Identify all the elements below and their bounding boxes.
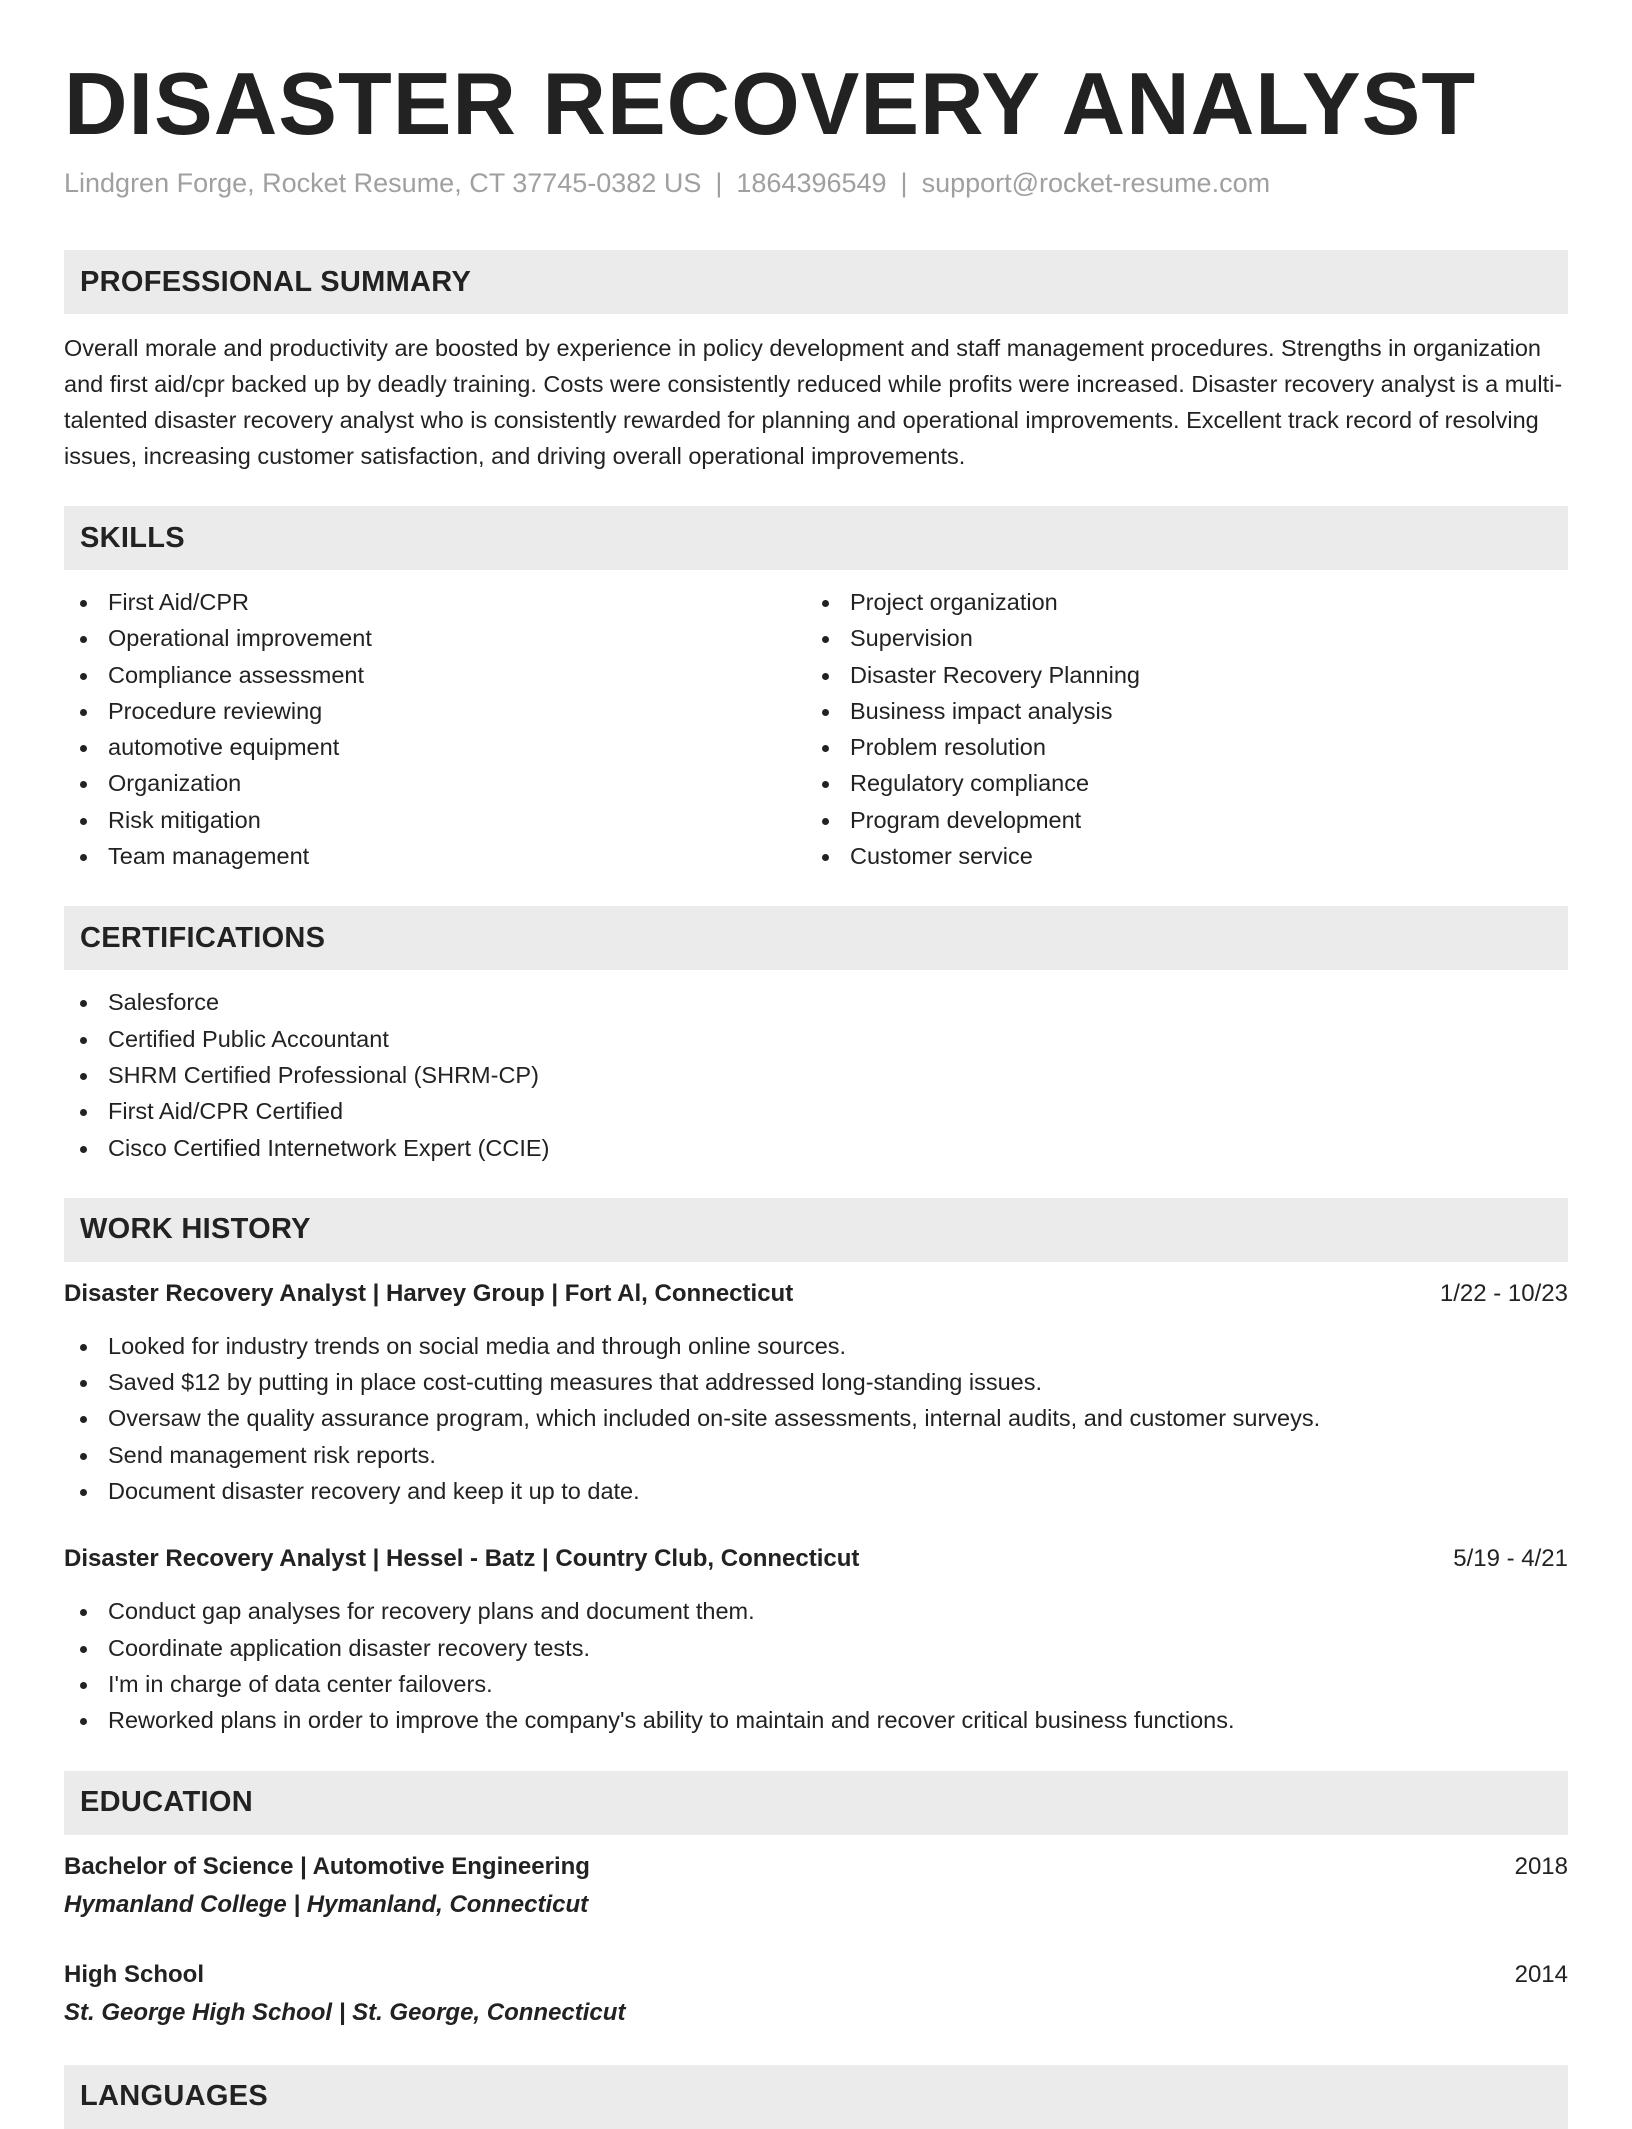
contact-phone: 1864396549 (736, 168, 887, 198)
skill-item: First Aid/CPR (64, 584, 806, 620)
job-bullet: I'm in charge of data center failovers. (64, 1666, 1568, 1702)
job-header (64, 1276, 1568, 1312)
section-heading-certifications: CERTIFICATIONS (64, 906, 1568, 970)
skill-item: Operational improvement (64, 620, 806, 656)
skill-item: automotive equipment (64, 729, 806, 765)
education-degree: Bachelor of Science | Automotive Engineering (64, 1852, 590, 1880)
resume-page (64, 0, 1568, 2129)
section-heading-skills: SKILLS (64, 506, 1568, 570)
skill-item: Business impact analysis (806, 693, 1548, 729)
certification-item: First Aid/CPR Certified (64, 1093, 1568, 1129)
job-bullets (64, 1328, 1568, 1509)
education-header (64, 1849, 1568, 1885)
skills-grid (64, 584, 1568, 874)
job-bullet: Conduct gap analyses for recovery plans and document them. (64, 1593, 1568, 1629)
summary-text: Overall morale and productivity are boosted by experience in policy development and staff management procedures. Strengths in organization and first aid/cpr backed up by deadly training. Costs were consistently reduced while profits were increased. Disaster recovery analyst is a multi-talented disaster recovery analyst who is consistently rewarded for planning and operational improvements. Excellent track record of resolving issues, increasing customer satisfaction, and driving overall operational improvements. (64, 335, 1563, 469)
section-heading-education: EDUCATION (64, 1771, 1568, 1835)
skill-item: Supervision (806, 620, 1548, 656)
skill-item: Disaster Recovery Planning (806, 657, 1548, 693)
job-bullet: Send management risk reports. (64, 1437, 1568, 1473)
education-header (64, 1957, 1568, 1993)
section-heading-summary: PROFESSIONAL SUMMARY (64, 250, 1568, 314)
certification-item: Certified Public Accountant (64, 1021, 1568, 1057)
skill-item: Compliance assessment (64, 657, 806, 693)
candidate-name: DISASTER RECOVERY ANALYST (64, 54, 1477, 153)
job-bullet: Saved $12 by putting in place cost-cutting measures that addressed long-standing issues. (64, 1364, 1568, 1400)
certification-item: Cisco Certified Internetwork Expert (CCIE) (64, 1130, 1568, 1166)
job-bullet: Reworked plans in order to improve the company's ability to maintain and recover critical business functions. (64, 1702, 1568, 1738)
education-degree: High School (64, 1960, 204, 1988)
contact-line (64, 166, 1568, 200)
job-title: Disaster Recovery Analyst | Hessel - Batz | Country Club, Connecticut (64, 1545, 860, 1573)
skill-item: Team management (64, 838, 806, 874)
section-heading-languages: LANGUAGES (64, 2065, 1568, 2129)
education-year: 2018 (1514, 1852, 1568, 1880)
job-dates: 1/22 - 10/23 (1439, 1279, 1568, 1307)
skill-item: Regulatory compliance (806, 765, 1548, 801)
skill-item: Project organization (806, 584, 1548, 620)
job-bullets (64, 1593, 1568, 1738)
certifications-list (64, 984, 1568, 1165)
job-bullet: Oversaw the quality assurance program, which included on-site assessments, internal audits, and customer surveys. (64, 1400, 1568, 1436)
section-heading-work-history: WORK HISTORY (64, 1198, 1568, 1262)
skill-item: Problem resolution (806, 729, 1548, 765)
job-entry (64, 1541, 1568, 1738)
job-bullet: Document disaster recovery and keep it up to date. (64, 1473, 1568, 1509)
contact-address: Lindgren Forge, Rocket Resume, CT 37745-0382 US (64, 168, 702, 198)
skill-item: Risk mitigation (64, 802, 806, 838)
job-title: Disaster Recovery Analyst | Harvey Group | Fort Al, Connecticut (64, 1279, 794, 1307)
education-school: St. George High School | St. George, Connecticut (64, 1998, 626, 2026)
job-header (64, 1541, 1568, 1577)
job-dates: 5/19 - 4/21 (1453, 1545, 1568, 1573)
certification-item: SHRM Certified Professional (SHRM-CP) (64, 1057, 1568, 1093)
skill-item: Organization (64, 765, 806, 801)
skill-item: Program development (806, 802, 1548, 838)
contact-separator: | (900, 168, 908, 198)
skill-item: Customer service (806, 838, 1548, 874)
contact-email: support@rocket-resume.com (921, 168, 1271, 198)
education-entry (64, 1957, 1568, 2031)
skills-right-list (806, 584, 1548, 874)
education-school: Hymanland College | Hymanland, Connecticut (64, 1890, 589, 1918)
job-bullet: Looked for industry trends on social media and through online sources. (64, 1328, 1568, 1364)
skill-item: Procedure reviewing (64, 693, 806, 729)
job-entry (64, 1276, 1568, 1509)
skills-left-list (64, 584, 806, 874)
certification-item: Salesforce (64, 984, 1568, 1020)
education-entry (64, 1849, 1568, 1923)
job-bullet: Coordinate application disaster recovery tests. (64, 1630, 1568, 1666)
education-year: 2014 (1514, 1960, 1568, 1988)
contact-separator: | (715, 168, 723, 198)
